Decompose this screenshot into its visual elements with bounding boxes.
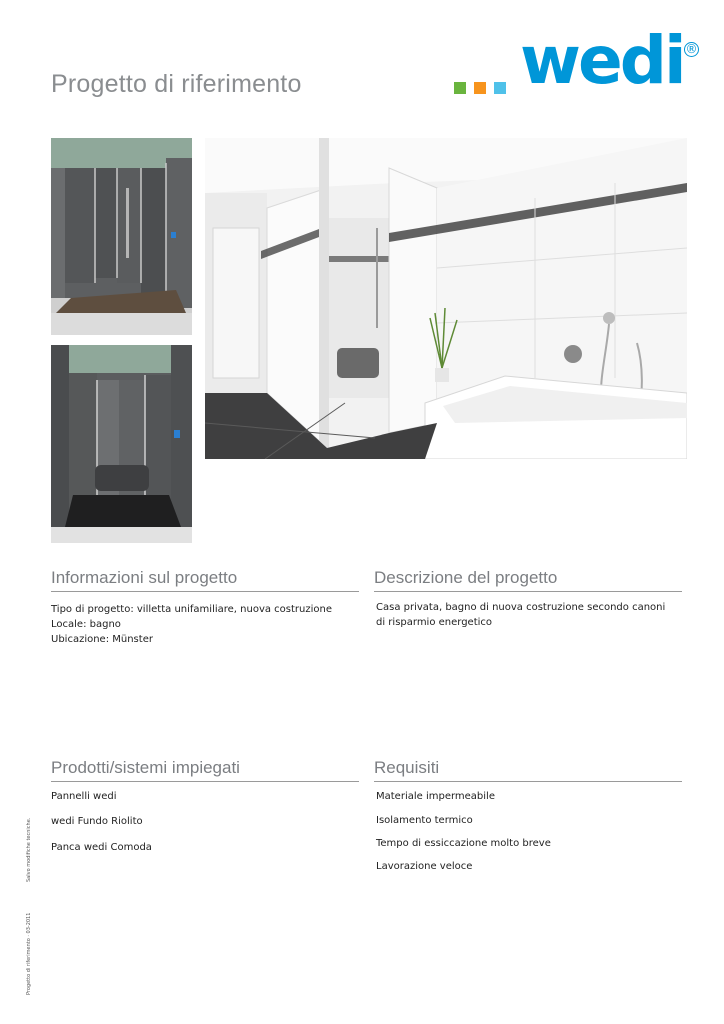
requirement-item: Isolamento termico: [376, 815, 473, 826]
info-section-title: Informazioni sul progetto: [51, 568, 359, 592]
requirements-section-title: Requisiti: [374, 758, 682, 782]
requirement-item: Materiale impermeabile: [376, 791, 495, 802]
description-text: Casa privata, bagno di nuova costruzione secondo canoni di risparmio energetico: [376, 602, 666, 628]
products-section-title: Prodotti/sistemi impiegati: [51, 758, 359, 782]
product-item: wedi Fundo Riolito: [51, 816, 143, 827]
wedi-logo: [452, 22, 700, 99]
side-note-disclaimer: Salvo modifiche tecniche.: [26, 817, 32, 882]
info-line-project-type: Tipo di progetto: villetta unifamiliare, nuova costruzione: [51, 604, 333, 615]
finished-bathroom-photo: [205, 138, 687, 459]
requirement-item: Lavorazione veloce: [376, 861, 473, 872]
construction-photo-1: [51, 138, 192, 335]
logo-square-green: [454, 82, 466, 94]
registered-icon: ®: [685, 42, 698, 56]
description-section-title: Descrizione del progetto: [374, 568, 682, 592]
logo-wordmark: wedi: [520, 22, 684, 99]
product-item: Panca wedi Comoda: [51, 842, 152, 853]
side-note-reference: Progetto di riferimento · 03-2011: [26, 912, 32, 995]
logo-square-orange: [474, 82, 486, 94]
page-title: Progetto di riferimento: [51, 70, 302, 98]
construction-photo-2: [51, 345, 192, 543]
info-line-location: Ubicazione: Münster: [51, 634, 153, 645]
product-item: Pannelli wedi: [51, 791, 117, 802]
info-line-room: Locale: bagno: [51, 619, 121, 630]
info-body: [51, 602, 361, 647]
logo-square-blue: [494, 82, 506, 94]
requirement-item: Tempo di essiccazione molto breve: [376, 838, 551, 849]
